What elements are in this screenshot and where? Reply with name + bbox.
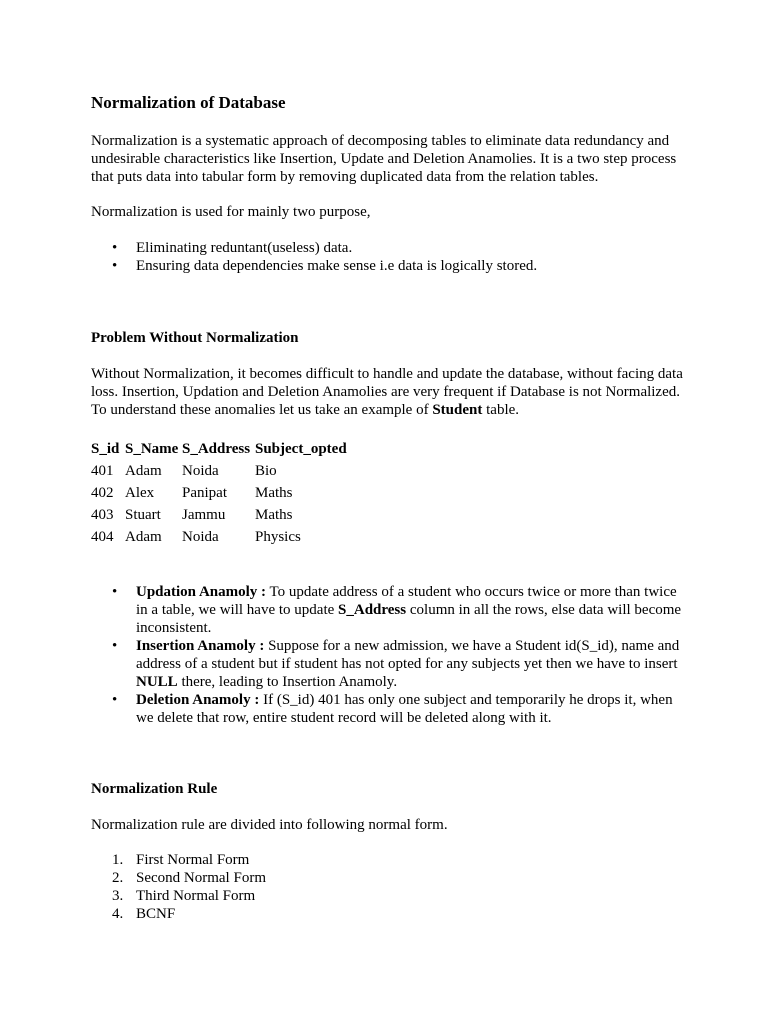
- list-number: 3.: [112, 888, 124, 904]
- table-row: [91, 504, 355, 526]
- table-cell: Noida: [182, 529, 219, 545]
- purpose-list: [91, 239, 691, 275]
- page-title: Normalization of Database: [91, 93, 286, 112]
- table-cell: Jammu: [182, 507, 226, 523]
- normal-form-list: [91, 851, 266, 923]
- list-number: 2.: [112, 870, 124, 886]
- list-item-text: BCNF: [136, 906, 176, 922]
- intro-paragraph: Normalization is a systematic approach of decomposing tables to eliminate data redundancy and undesirable characteristics like Insertion, Update and Deletion Anamolies. It is a two step process that puts data into tabular form by removing duplicated data from the relation tables.: [91, 133, 677, 185]
- anomaly-label: Updation Anamoly :: [136, 584, 267, 600]
- anomaly-text: To update address of a student who occurs twice or more than twice in a table, we will have to update: [136, 584, 677, 618]
- anomaly-text: If (S_id) 401 has only one subject and temporarily he drops it, when we delete that row, entire student record will be deleted along with it.: [136, 692, 673, 726]
- list-item: [91, 239, 691, 257]
- table-row: [91, 460, 355, 482]
- column-header: S_Name: [125, 441, 179, 457]
- list-item: [91, 637, 691, 691]
- problem-text-end: table.: [482, 402, 520, 418]
- bullet-icon: •: [112, 258, 118, 274]
- table-cell: Bio: [255, 463, 277, 479]
- column-header: S_Address: [182, 441, 251, 457]
- table-cell: Alex: [125, 485, 155, 501]
- list-item: [91, 691, 691, 727]
- list-item: [91, 583, 691, 637]
- student-table: [91, 438, 355, 548]
- list-item-text: First Normal Form: [136, 852, 250, 868]
- list-item: [91, 257, 691, 275]
- anomaly-emphasis: S_Address: [338, 602, 407, 618]
- list-item: [91, 869, 266, 887]
- column-header: S_id: [91, 441, 120, 457]
- list-item-text: Second Normal Form: [136, 870, 266, 886]
- table-cell: Physics: [255, 529, 301, 545]
- table-cell: 402: [91, 485, 114, 501]
- column-header: Subject_opted: [255, 441, 347, 457]
- list-item: [91, 887, 266, 905]
- list-item-text: Third Normal Form: [136, 888, 256, 904]
- list-item-text: Eliminating reduntant(useless) data.: [136, 240, 353, 256]
- table-cell: Maths: [255, 507, 293, 523]
- problem-paragraph: [91, 365, 691, 419]
- problem-heading: Problem Without Normalization: [91, 330, 299, 346]
- table-cell: 401: [91, 463, 114, 479]
- table-header-row: [91, 438, 355, 460]
- table-cell: Maths: [255, 485, 293, 501]
- anomaly-list: [91, 583, 691, 727]
- student-emphasis: Student: [432, 402, 483, 418]
- bullet-icon: •: [112, 584, 118, 600]
- table-row: [91, 482, 355, 504]
- rule-heading: Normalization Rule: [91, 781, 218, 797]
- table-cell: Noida: [182, 463, 219, 479]
- list-number: 4.: [112, 906, 124, 922]
- anomaly-text-end: there, leading to Insertion Anamoly.: [177, 674, 398, 690]
- table-cell: Adam: [125, 463, 162, 479]
- anomaly-emphasis: NULL: [136, 674, 178, 690]
- table-cell: 403: [91, 507, 114, 523]
- bullet-icon: •: [112, 638, 118, 654]
- table-cell: 404: [91, 529, 114, 545]
- bullet-icon: •: [112, 240, 118, 256]
- list-item: [91, 905, 266, 923]
- bullet-icon: •: [112, 692, 118, 708]
- list-item: [91, 851, 266, 869]
- anomaly-label: Deletion Anamoly :: [136, 692, 260, 708]
- anomaly-text-end: column in all the rows, else data will become inconsistent.: [136, 602, 682, 636]
- table-cell: Adam: [125, 529, 162, 545]
- list-item-text: Ensuring data dependencies make sense i.e data is logically stored.: [136, 258, 538, 274]
- table-cell: Stuart: [125, 507, 161, 523]
- table-row: [91, 526, 355, 548]
- table-cell: Panipat: [182, 485, 227, 501]
- list-number: 1.: [112, 852, 124, 868]
- anomaly-text: Suppose for a new admission, we have a Student id(S_id), name and address of a student but if student has not opted for any subjects yet then we have to insert: [136, 638, 680, 672]
- purpose-paragraph: Normalization is used for mainly two purpose,: [91, 204, 371, 220]
- anomaly-label: Insertion Anamoly :: [136, 638, 265, 654]
- problem-text: Without Normalization, it becomes difficult to handle and update the database, without facing data loss. Insertion, Updation and Deletion Anamolies are very frequent if Database is not Normalized. To understand these anomalies let us take an example of: [91, 366, 683, 418]
- rule-paragraph: Normalization rule are divided into following normal form.: [91, 817, 448, 833]
